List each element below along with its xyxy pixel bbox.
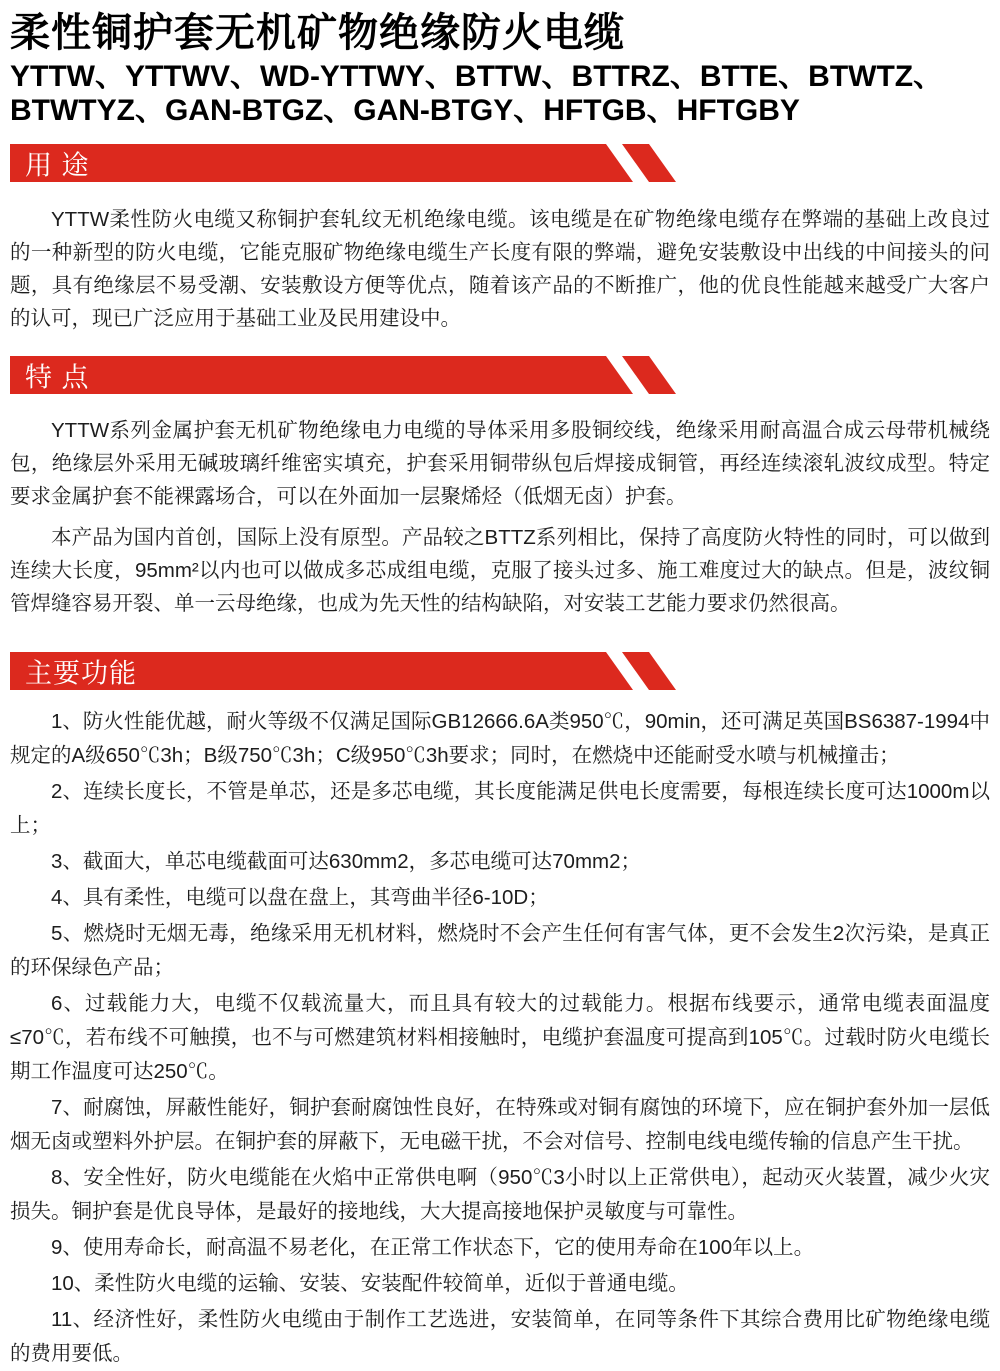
function-item-4: 4、具有柔性，电缆可以盘在盘上，其弯曲半径6-10D； — [51, 886, 549, 909]
product-models-line-1: YTTW、YTTWV、WD-YTTWY、BTTW、BTTRZ、BTTE、BTWTZ、 — [10, 60, 944, 93]
section-banner-features — [10, 356, 990, 394]
function-item-11: 11、经济性好，柔性防火电缆由于制作工艺选进，安装简单，在同等条件下其综合费用比矿物绝缘电缆的费用要低。 — [10, 1308, 990, 1365]
product-models — [10, 60, 990, 128]
function-item-3: 3、截面大，单芯电缆截面可达630mm2，多芯电缆可达70mm2； — [51, 850, 642, 873]
function-item-8: 8、安全性好，防火电缆能在火焰中正常供电啊（950℃3小时以上正常供电），起动灭火装置，减少火灾损失。铜护套是优良导体，是最好的接地线，大大提高接地保护灵敏度与可靠性。 — [10, 1166, 990, 1223]
usage-paragraph: YTTW柔性防火电缆又称铜护套轧纹无机绝缘电缆。该电缆是在矿物绝缘电缆存在弊端的基础上改良过的一种新型的防火电缆，它能克服矿物绝缘电缆生产长度有限的弊端，避免安装敷设中出线的中间接头的问题，具有绝缘层不易受潮、安装敷设方便等优点，随着该产品的不断推广，他的优良性能越来越受广大客户的认可，现已广泛应用于基础工业及民用建设中。 — [10, 208, 990, 330]
banner-bar — [10, 144, 643, 182]
function-item-2: 2、连续长度长，不管是单芯，还是多芯电缆，其长度能满足供电长度需要，每根连续长度可达1000m以上； — [10, 780, 990, 837]
features-paragraph-2: 本产品为国内首创，国际上没有原型。产品较之BTTZ系列相比，保持了高度防火特性的同时，可以做到连续大长度，95mm²以内也可以做成多芯成组电缆，克服了接头过多、施工难度过大的缺点。但是，波纹铜管焊缝容易开裂、单一云母绝缘，也成为先天性的结构缺陷，对安装工艺能力要求仍然很高。 — [10, 526, 990, 615]
function-item-5: 5、燃烧时无烟无毒，绝缘采用无机材料，燃烧时不会产生任何有害气体，更不会发生2次污染，是真正的环保绿色产品； — [10, 922, 990, 979]
function-item-6: 6、过载能力大，电缆不仅载流量大，而且具有较大的过载能力。根据布线要示，通常电缆表面温度≤70℃，若布线不可触摸，也不与可燃建筑材料相接触时，电缆护套温度可提高到105℃。过载时防火电缆长期工作温度可达250℃。 — [10, 992, 990, 1083]
section-heading-main-functions: 主要功能 — [25, 658, 137, 689]
product-models-line-2: BTWTYZ、GAN-BTGZ、GAN-BTGY、HFTGB、HFTGBY — [10, 94, 800, 127]
features-paragraph-1: YTTW系列金属护套无机矿物绝缘电力电缆的导体采用多股铜绞线，绝缘采用耐高温合成云母带机械绕包，绝缘层外采用无碱玻璃纤维密实填充，护套采用铜带纵包后焊接成铜管，再经连续滚轧波纹成型。特定要求金属护套不能裸露场合，可以在外面加一层聚烯烃（低烟无卤）护套。 — [10, 419, 990, 508]
section-banner-main-functions — [10, 652, 990, 690]
function-item-7: 7、耐腐蚀，屏蔽性能好，铜护套耐腐蚀性良好，在特殊或对铜有腐蚀的环境下，应在铜护套外加一层低烟无卤或塑料外护层。在铜护套的屏蔽下，无电磁干扰，不会对信号、控制电线电缆传输的信息产生干扰。 — [10, 1096, 990, 1153]
function-item-1: 1、防火性能优越，耐火等级不仅满足国际GB12666.6A类950℃，90min，还可满足英国BS6387-1994中规定的A级650℃3h；B级750℃3h；C级950℃3h要求；同时，在燃烧中还能耐受水喷与机械撞击； — [10, 710, 990, 767]
document-page — [0, 10, 1000, 1371]
section-heading-features: 特 点 — [25, 362, 90, 393]
page-title: 柔性铜护套无机矿物绝缘防火电缆 — [10, 11, 625, 55]
function-item-10: 10、柔性防火电缆的运输、安装、安装配件较简单，近似于普通电缆。 — [51, 1272, 689, 1295]
banner-diagonal-stripe — [622, 144, 702, 182]
function-item-9: 9、使用寿命长，耐高温不易老化，在正常工作状态下，它的使用寿命在100年以上。 — [51, 1236, 815, 1259]
main-functions-list — [10, 705, 990, 1371]
section-banner-usage — [10, 144, 990, 182]
banner-diagonal-stripe — [622, 652, 702, 690]
banner-bar — [10, 356, 643, 394]
section-heading-usage: 用 途 — [25, 150, 90, 181]
banner-diagonal-stripe — [622, 356, 702, 394]
